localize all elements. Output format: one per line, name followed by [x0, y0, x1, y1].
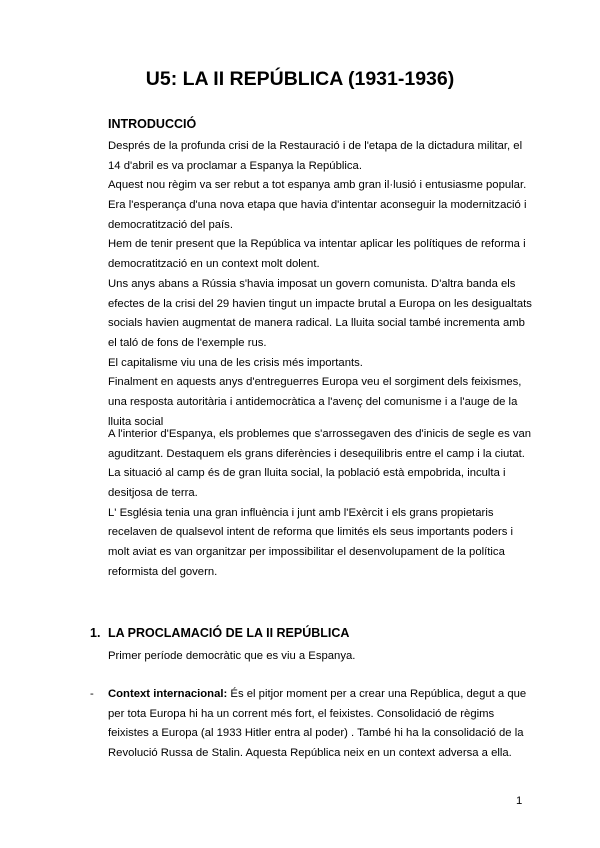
text-line: desitjosa de terra.: [108, 487, 198, 500]
page-number: 1: [516, 795, 523, 807]
text-line: recelaven de qualsevol intent de reforma que limités els seus importants poders i: [108, 526, 514, 539]
section-heading: LA PROCLAMACIÓ DE LA II REPÚBLICA: [108, 626, 350, 640]
bullet-first-line: És el pitjor moment per a crear una República, degut a que: [227, 688, 527, 700]
text-line: reformista del govern.: [108, 565, 218, 578]
spain-block: [108, 425, 532, 583]
page-title: U5: LA II REPÚBLICA (1931-1936): [145, 68, 455, 90]
text-line: efectes de la crisi del 29 havien tingut un impacte brutal a Europa on les desigualtats: [108, 297, 532, 310]
text-line: A l'interior d'Espanya, els problemes que s'arrossegaven des d'inicis de segle es van: [108, 428, 532, 440]
text-line: Després de la profunda crisi de la Restauració i de l'etapa de la dictadura militar, el: [108, 140, 523, 152]
bullet-marker: -: [90, 688, 94, 700]
text-line: el taló de fons de l'exemple rus.: [108, 336, 267, 349]
text-line: [108, 685, 528, 705]
text-line: una resposta autoritària i antidemocràtica a l'avenç del comunisme i a l'auge de la: [108, 395, 518, 408]
text-line: democratització del país.: [108, 218, 233, 231]
text-line: feixistes a Europa (al 1933 Hitler entra al poder) . També hi ha la consolidació de la: [108, 727, 524, 740]
text-line: L' Església tenia una gran influència i junt amb l'Exèrcit i els grans propietaris: [108, 506, 494, 519]
text-line: per tota Europa hi ha un corrent més fort, el feixistes. Consolidació de règims: [108, 707, 495, 720]
text-line: molt aviat es van organitzar per impossibilitar el desenvolupament de la política: [108, 546, 505, 559]
text-line: aguditzant. Destaquem els grans diferències i desequilibris entre el camp i la ciutat.: [108, 447, 525, 460]
intro-block: [108, 137, 532, 432]
text-line: 14 d'abril es va proclamar a Espanya la República.: [108, 159, 362, 172]
text-line: democratització en un context molt dolent.: [108, 258, 320, 271]
bullet-label: Context internacional:: [108, 688, 228, 700]
text-line: Revolució Russa de Stalin. Aquesta República neix en un context adversa a ella.: [108, 747, 512, 760]
text-line: Aquest nou règim va ser rebut a tot espanya amb gran il·lusió i entusiasme popular.: [108, 179, 527, 192]
text-line: El capitalisme viu una de les crisis més importants.: [108, 356, 363, 369]
text-line: Era l'esperança d'una nova etapa que havia d'intentar aconseguir la modernització i: [108, 199, 527, 212]
text-line: La situació al camp és de gran lluita social, la població està empobrida, inculta i: [108, 467, 506, 480]
bullet-block: [108, 685, 528, 764]
section-subtitle: Primer període democràtic que es viu a Espanya.: [108, 650, 356, 662]
section-number: 1.: [90, 626, 101, 640]
text-line: Finalment en aquests anys d'entreguerres Europa veu el sorgiment dels feixismes,: [108, 376, 522, 389]
text-line: lluita social: [108, 415, 164, 428]
text-line: socials havien augmentat de manera radical. La lluita social també incrementa amb: [108, 317, 525, 330]
section-subtitle-block: [108, 647, 528, 667]
text-line: Hem de tenir present que la República va intentar aplicar les polítiques de reforma i: [108, 238, 526, 251]
text-line: Uns anys abans a Rússia s'havia imposat un govern comunista. D'altra banda els: [108, 277, 516, 290]
intro-heading: INTRODUCCIÓ: [108, 117, 197, 131]
